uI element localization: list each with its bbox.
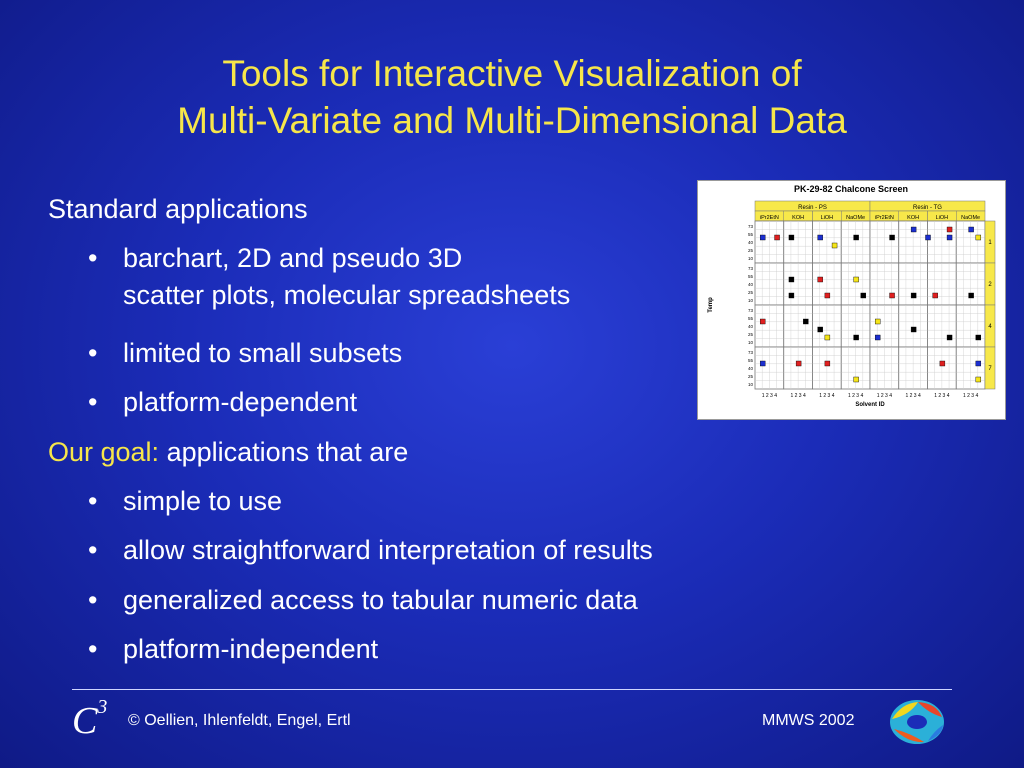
data-marker <box>854 235 859 240</box>
y-tick-label: 40 <box>747 282 753 287</box>
data-marker <box>854 335 859 340</box>
goal-text: applications that are <box>166 437 409 467</box>
data-marker <box>926 235 931 240</box>
data-marker <box>832 243 837 248</box>
column-header-label: NaOMe <box>961 215 981 221</box>
data-marker <box>890 293 895 298</box>
y-tick-label: 25 <box>747 290 753 295</box>
logo-exponent: 3 <box>97 696 108 719</box>
chalcone-screen-figure <box>697 180 1006 420</box>
data-marker <box>803 319 808 324</box>
y-tick-label: 55 <box>747 274 753 279</box>
bullet-text: scatter plots, molecular spreadsheets <box>123 280 571 310</box>
c3-logo <box>72 696 108 743</box>
row-strip-label: 4 <box>988 324 992 330</box>
logo-letter: C <box>72 700 98 742</box>
figure-title: PK-29-82 Chalcone Screen <box>793 184 909 194</box>
row-strip-label: 1 <box>988 240 992 246</box>
goal-line <box>48 437 408 468</box>
y-tick-label: 25 <box>747 374 753 379</box>
data-marker <box>947 235 952 240</box>
bullet-text: platform-independent <box>123 634 379 664</box>
column-header-label: KOH <box>907 215 920 221</box>
data-marker <box>854 377 859 382</box>
y-tick-label: 10 <box>747 256 753 261</box>
x-tick-label: 1 2 3 4 <box>876 393 893 399</box>
column-header-label: NaOMe <box>846 215 866 221</box>
data-marker <box>818 277 823 282</box>
y-tick-label: 73 <box>747 350 753 355</box>
data-marker <box>818 235 823 240</box>
data-marker <box>940 361 945 366</box>
data-marker <box>976 377 981 382</box>
data-marker <box>760 235 765 240</box>
x-tick-label: 1 2 3 4 <box>790 393 806 399</box>
y-tick-label: 73 <box>747 224 753 229</box>
bullet-dot: • <box>88 535 98 565</box>
y-tick-label: 40 <box>747 366 753 371</box>
y-tick-label: 55 <box>747 358 753 363</box>
trellis-plot <box>698 181 1005 419</box>
bullet-text: limited to small subsets <box>123 338 403 368</box>
x-axis-label: Solvent ID <box>855 402 885 408</box>
x-tick-label: 1 2 3 4 <box>934 393 950 399</box>
bullet-text: platform-dependent <box>123 387 358 417</box>
bullet-dot: • <box>88 387 98 417</box>
data-marker <box>861 293 866 298</box>
data-marker <box>760 319 765 324</box>
data-marker <box>911 227 916 232</box>
bullet-text: generalized access to tabular numeric data <box>123 585 638 615</box>
data-marker <box>775 235 780 240</box>
torus-logo-icon <box>888 697 946 747</box>
y-axis-label: Temp <box>708 297 714 313</box>
data-marker <box>969 293 974 298</box>
data-marker <box>976 335 981 340</box>
y-tick-label: 55 <box>747 316 753 321</box>
y-tick-label: 73 <box>747 266 753 271</box>
data-marker <box>911 293 916 298</box>
data-marker <box>854 277 859 282</box>
x-tick-label: 1 2 3 4 <box>962 393 979 399</box>
data-marker <box>890 235 895 240</box>
x-tick-label: 1 2 3 4 <box>847 393 864 399</box>
data-marker <box>933 293 938 298</box>
column-header-label: LiOH <box>820 215 834 221</box>
row-strip-label: 7 <box>988 366 992 372</box>
x-tick-label: 1 2 3 4 <box>819 393 835 399</box>
column-header-label: LiOH <box>935 215 949 221</box>
y-tick-label: 40 <box>747 324 753 329</box>
bullet-dot: • <box>88 338 98 368</box>
copyright-text: © Oellien, Ihlenfeldt, Engel, Ertl <box>128 712 351 729</box>
data-marker <box>789 293 794 298</box>
slide-title <box>0 50 1024 144</box>
y-tick-label: 55 <box>747 232 753 237</box>
data-marker <box>947 335 952 340</box>
data-marker <box>976 235 981 240</box>
column-header-label: KOH <box>792 215 805 221</box>
footer-divider <box>72 689 952 690</box>
data-marker <box>796 361 801 366</box>
y-tick-label: 10 <box>747 340 753 345</box>
data-marker <box>825 361 830 366</box>
group-header-label: Resin - TG <box>913 205 942 211</box>
bullet-dot: • <box>88 243 98 273</box>
goal-label: Our goal: <box>48 437 160 467</box>
title-line-1: Tools for Interactive Visualization of <box>222 53 802 94</box>
data-marker <box>875 335 880 340</box>
y-tick-label: 10 <box>747 298 753 303</box>
bullet-text: barchart, 2D and pseudo 3D <box>123 243 463 273</box>
y-tick-label: 40 <box>747 240 753 245</box>
data-marker <box>875 319 880 324</box>
row-strip-label: 2 <box>988 282 992 288</box>
data-marker <box>825 335 830 340</box>
bullet-text: allow straightforward interpretation of results <box>123 535 653 565</box>
data-marker <box>760 361 765 366</box>
data-marker <box>825 293 830 298</box>
data-marker <box>789 277 794 282</box>
bullet-dot: • <box>88 585 98 615</box>
bullet-dot: • <box>88 634 98 664</box>
y-tick-label: 25 <box>747 248 753 253</box>
x-tick-label: 1 2 3 4 <box>761 393 778 399</box>
y-tick-label: 10 <box>747 382 753 387</box>
bullet-dot: • <box>88 486 98 516</box>
bullet-text: simple to use <box>123 486 283 516</box>
data-marker <box>947 227 952 232</box>
event-label: MMWS 2002 <box>762 712 855 729</box>
x-tick-label: 1 2 3 4 <box>905 393 921 399</box>
data-marker <box>818 327 823 332</box>
heading-standard-applications: Standard applications <box>48 194 308 224</box>
data-marker <box>976 361 981 366</box>
title-line-2: Multi-Variate and Multi-Dimensional Data <box>177 100 847 141</box>
data-marker <box>911 327 916 332</box>
data-marker <box>789 235 794 240</box>
data-marker <box>969 227 974 232</box>
column-header-label: iPr2EtN <box>759 215 779 221</box>
y-tick-label: 25 <box>747 332 753 337</box>
group-header-label: Resin - PS <box>798 205 827 211</box>
column-header-label: iPr2EtN <box>874 215 894 221</box>
y-tick-label: 73 <box>747 308 753 313</box>
